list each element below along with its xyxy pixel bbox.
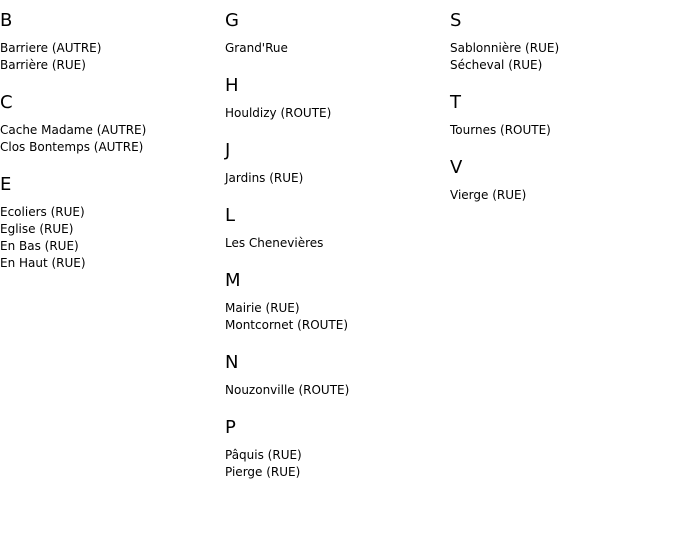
letter-section-c — [0, 92, 220, 156]
street-list — [225, 235, 445, 252]
letter-heading: H — [225, 75, 239, 96]
letter-heading: M — [225, 270, 241, 291]
street-link[interactable]: Pâquis (RUE) — [225, 448, 302, 462]
street-link[interactable]: Cache Madame (AUTRE) — [0, 123, 147, 137]
street-list — [225, 447, 445, 481]
street-link[interactable]: Houldizy (ROUTE) — [225, 106, 332, 120]
street-link[interactable]: Montcornet (ROUTE) — [225, 318, 349, 332]
letter-section-s — [450, 10, 670, 74]
letter-section-e — [0, 174, 220, 272]
street-link[interactable]: Vierge (RUE) — [450, 188, 527, 202]
letter-heading: V — [450, 157, 463, 178]
street-list — [450, 122, 670, 139]
street-link[interactable]: Pierge (RUE) — [225, 465, 301, 479]
street-list — [225, 300, 445, 334]
street-link[interactable]: Ecoliers (RUE) — [0, 205, 85, 219]
letter-heading: C — [0, 92, 13, 113]
letter-section-t — [450, 92, 670, 139]
street-link[interactable]: Nouzonville (ROUTE) — [225, 383, 350, 397]
street-link[interactable]: Barrière (RUE) — [0, 58, 86, 72]
street-list — [225, 382, 445, 399]
letter-heading: N — [225, 352, 239, 373]
street-list — [0, 122, 220, 156]
letter-heading: S — [450, 10, 462, 31]
street-list — [0, 204, 220, 272]
street-list — [450, 187, 670, 204]
letter-heading: L — [225, 205, 236, 226]
street-link[interactable]: Jardins (RUE) — [225, 171, 304, 185]
letter-heading: T — [450, 92, 461, 113]
letter-heading: E — [0, 174, 12, 195]
street-list — [225, 40, 445, 57]
street-link[interactable]: En Haut (RUE) — [0, 256, 86, 270]
street-link[interactable]: Sécheval (RUE) — [450, 58, 543, 72]
street-link[interactable]: Barriere (AUTRE) — [0, 41, 102, 55]
letter-section-v — [450, 157, 670, 204]
street-index-column-3 — [450, 10, 670, 222]
street-list — [450, 40, 670, 74]
letter-section-m — [225, 270, 445, 334]
letter-section-l — [225, 205, 445, 252]
letter-section-g — [225, 10, 445, 57]
letter-heading: P — [225, 417, 236, 438]
street-link[interactable]: Eglise (RUE) — [0, 222, 74, 236]
letter-section-j — [225, 140, 445, 187]
street-list — [0, 40, 220, 74]
street-link[interactable]: Grand'Rue — [225, 41, 288, 55]
street-index-column-2 — [225, 10, 445, 499]
street-list — [225, 170, 445, 187]
street-link[interactable]: Tournes (ROUTE) — [450, 123, 551, 137]
street-list — [225, 105, 445, 122]
street-link[interactable]: Mairie (RUE) — [225, 301, 300, 315]
letter-heading: B — [0, 10, 13, 31]
letter-section-n — [225, 352, 445, 399]
street-link[interactable]: Sablonnière (RUE) — [450, 41, 560, 55]
street-link[interactable]: Clos Bontemps (AUTRE) — [0, 140, 144, 154]
letter-section-h — [225, 75, 445, 122]
street-index-column-1 — [0, 10, 220, 290]
letter-section-p — [225, 417, 445, 481]
letter-heading: J — [225, 140, 231, 161]
letter-heading: G — [225, 10, 239, 31]
letter-section-b — [0, 10, 220, 74]
street-link[interactable]: En Bas (RUE) — [0, 239, 79, 253]
street-link[interactable]: Les Chenevières — [225, 236, 324, 250]
